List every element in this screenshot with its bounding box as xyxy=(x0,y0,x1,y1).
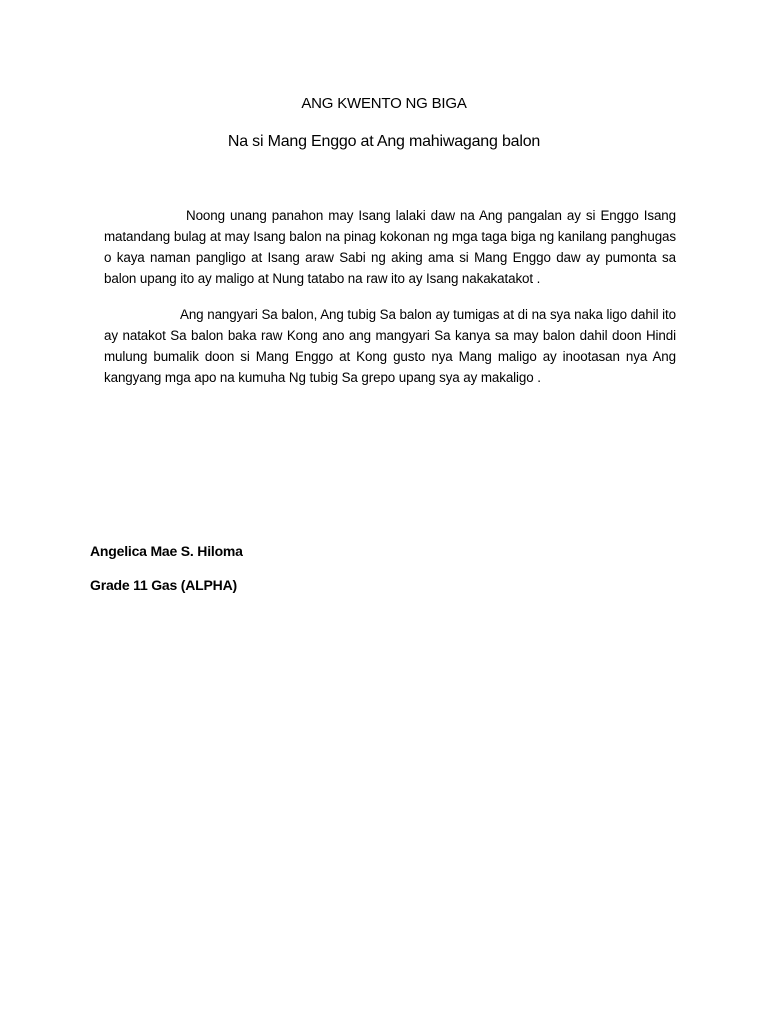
paragraph-1: Noong unang panahon may Isang lalaki daw na Ang pangalan ay si Enggo Isang matandang bulag at may Isang balon na pinag kokonan ng mga taga biga ng kanilang panghugas o kaya naman pangligo at Isang araw Sabi ng aking ama si Mang Enggo daw ay pumonta sa balon upang ito ay maligo at Nung tatabo na raw ito ay Isang nakakatakot . xyxy=(104,208,676,286)
author-grade: Grade 11 Gas (ALPHA) xyxy=(90,577,237,593)
paragraph-2: Ang nangyari Sa balon, Ang tubig Sa balon ay tumigas at di na sya naka ligo dahil ito ay natakot Sa balon baka raw Kong ano ang mangyari Sa kanya sa may balon dahil doon Hindi mulung bumalik doon si Mang Enggo at Kong gusto nya Mang maligo ay inootasan nya Ang kangyang mga apo na kumuha Ng tubig Sa grepo upang sya ay makaligo . xyxy=(104,307,676,385)
document-title: ANG KWENTO NG BIGA xyxy=(301,95,467,112)
document-subtitle: Na si Mang Enggo at Ang mahiwagang balon xyxy=(227,133,541,150)
author-name: Angelica Mae S. Hiloma xyxy=(90,543,243,559)
